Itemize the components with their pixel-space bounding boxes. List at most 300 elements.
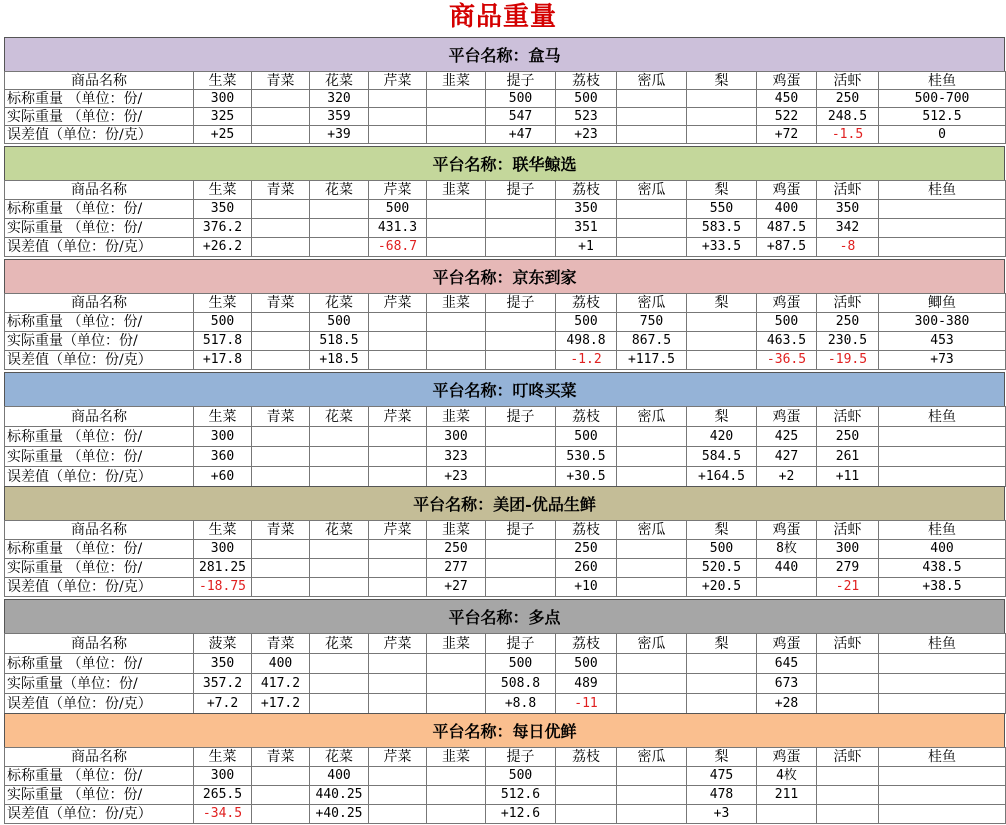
table-row xyxy=(5,427,1006,447)
column-header: 荔枝 xyxy=(556,181,617,200)
table-cell xyxy=(486,238,556,257)
table-cell: 750 xyxy=(617,313,687,332)
table-cell xyxy=(252,332,310,351)
table-cell: 500 xyxy=(687,540,757,559)
column-header: 生菜 xyxy=(194,72,252,90)
column-header: 芹菜 xyxy=(369,407,427,427)
column-header: 密瓜 xyxy=(617,72,687,90)
table-cell: 487.5 xyxy=(757,219,817,238)
table-cell: +27 xyxy=(427,578,486,597)
platform-block xyxy=(4,37,1005,146)
column-header: 荔枝 xyxy=(556,634,617,654)
table-cell: 584.5 xyxy=(687,447,757,467)
table-cell xyxy=(486,219,556,238)
table-cell: 440 xyxy=(757,559,817,578)
table-cell xyxy=(486,578,556,597)
table-row xyxy=(5,90,1006,108)
weights-table xyxy=(4,293,1006,370)
table-cell: +17.2 xyxy=(252,694,310,714)
column-header: 商品名称 xyxy=(5,407,194,427)
table-cell xyxy=(879,654,1006,674)
column-header: 鸡蛋 xyxy=(757,407,817,427)
table-cell: 425 xyxy=(757,427,817,447)
column-header: 青菜 xyxy=(252,294,310,313)
column-header: 花菜 xyxy=(310,72,369,90)
column-header: 活虾 xyxy=(817,181,879,200)
table-cell xyxy=(556,767,617,786)
header-row xyxy=(5,181,1006,200)
table-cell: 250 xyxy=(556,540,617,559)
table-cell xyxy=(369,467,427,487)
table-cell: 281.25 xyxy=(194,559,252,578)
table-cell: 478 xyxy=(687,786,757,805)
table-row xyxy=(5,219,1006,238)
table-cell xyxy=(252,559,310,578)
table-cell: -68.7 xyxy=(369,238,427,257)
column-header: 商品名称 xyxy=(5,294,194,313)
column-header: 花菜 xyxy=(310,407,369,427)
table-cell xyxy=(817,767,879,786)
table-cell: 417.2 xyxy=(252,674,310,694)
table-cell xyxy=(687,694,757,714)
table-cell: 376.2 xyxy=(194,219,252,238)
table-cell: 517.8 xyxy=(194,332,252,351)
table-cell xyxy=(687,351,757,370)
column-header: 青菜 xyxy=(252,181,310,200)
table-cell xyxy=(879,447,1006,467)
row-label: 标称重量 （单位：份/ xyxy=(5,313,194,332)
column-header: 芹菜 xyxy=(369,521,427,540)
table-cell: 300-380 xyxy=(879,313,1006,332)
table-cell xyxy=(369,694,427,714)
table-cell xyxy=(369,559,427,578)
platform-header: 平台名称：多点 xyxy=(4,599,1005,633)
table-cell xyxy=(369,674,427,694)
table-cell xyxy=(369,427,427,447)
column-header: 密瓜 xyxy=(617,748,687,767)
column-header: 韭菜 xyxy=(427,634,486,654)
table-cell xyxy=(617,467,687,487)
table-cell xyxy=(427,108,486,126)
column-header: 芹菜 xyxy=(369,181,427,200)
platform-block xyxy=(4,372,1005,486)
table-cell: +23 xyxy=(427,467,486,487)
table-cell xyxy=(427,786,486,805)
column-header: 梨 xyxy=(687,72,757,90)
column-header: 商品名称 xyxy=(5,181,194,200)
table-cell: -34.5 xyxy=(194,805,252,824)
column-header: 桂鱼 xyxy=(879,72,1006,90)
table-cell xyxy=(310,654,369,674)
table-cell: +12.6 xyxy=(486,805,556,824)
table-cell: 211 xyxy=(757,786,817,805)
row-label: 实际重量 （单位：份/ xyxy=(5,786,194,805)
table-cell: 489 xyxy=(556,674,617,694)
table-cell xyxy=(310,674,369,694)
table-cell xyxy=(486,313,556,332)
column-header: 密瓜 xyxy=(617,294,687,313)
column-header: 鸡蛋 xyxy=(757,521,817,540)
column-header: 菠菜 xyxy=(194,634,252,654)
platform-block xyxy=(4,713,1005,825)
column-header: 桂鱼 xyxy=(879,634,1006,654)
row-label: 实际重量（单位：份/ xyxy=(5,674,194,694)
table-cell xyxy=(310,427,369,447)
column-header: 荔枝 xyxy=(556,748,617,767)
table-cell: -36.5 xyxy=(757,351,817,370)
column-header: 提子 xyxy=(486,407,556,427)
table-cell xyxy=(617,767,687,786)
table-cell xyxy=(879,694,1006,714)
table-cell: 0 xyxy=(879,126,1006,144)
platform-block xyxy=(4,486,1005,599)
table-cell: 323 xyxy=(427,447,486,467)
row-label: 标称重量 （单位：份/ xyxy=(5,540,194,559)
table-cell xyxy=(687,674,757,694)
row-label: 实际重量 （单位：份/ xyxy=(5,447,194,467)
table-cell xyxy=(617,654,687,674)
table-cell xyxy=(310,559,369,578)
table-cell: 512.6 xyxy=(486,786,556,805)
column-header: 荔枝 xyxy=(556,294,617,313)
column-header: 鸡蛋 xyxy=(757,748,817,767)
column-header: 商品名称 xyxy=(5,634,194,654)
table-cell: 508.8 xyxy=(486,674,556,694)
table-cell xyxy=(687,90,757,108)
table-cell: 8枚 xyxy=(757,540,817,559)
table-cell xyxy=(310,578,369,597)
column-header: 提子 xyxy=(486,748,556,767)
table-cell: 300 xyxy=(194,90,252,108)
table-cell xyxy=(427,332,486,351)
table-cell: +40.25 xyxy=(310,805,369,824)
table-cell: -8 xyxy=(817,238,879,257)
row-label: 标称重量 （单位：份/ xyxy=(5,90,194,108)
table-cell: 673 xyxy=(757,674,817,694)
platform-header: 平台名称：联华鲸选 xyxy=(4,146,1005,180)
table-row xyxy=(5,540,1006,559)
table-cell xyxy=(617,126,687,144)
table-cell xyxy=(427,126,486,144)
table-cell: 453 xyxy=(879,332,1006,351)
column-header: 青菜 xyxy=(252,748,310,767)
column-header: 生菜 xyxy=(194,407,252,427)
column-header: 芹菜 xyxy=(369,634,427,654)
table-cell xyxy=(369,578,427,597)
table-cell xyxy=(486,332,556,351)
platform-header: 平台名称：每日优鲜 xyxy=(4,713,1005,747)
table-cell: 475 xyxy=(687,767,757,786)
table-cell: +25 xyxy=(194,126,252,144)
column-header: 芹菜 xyxy=(369,294,427,313)
table-cell xyxy=(252,90,310,108)
table-cell: -18.75 xyxy=(194,578,252,597)
table-cell xyxy=(427,351,486,370)
table-cell: 500 xyxy=(757,313,817,332)
table-cell xyxy=(879,467,1006,487)
column-header: 桂鱼 xyxy=(879,407,1006,427)
table-cell: 523 xyxy=(556,108,617,126)
table-row xyxy=(5,654,1006,674)
table-cell: 320 xyxy=(310,90,369,108)
table-row xyxy=(5,674,1006,694)
table-cell xyxy=(687,654,757,674)
table-cell: +33.5 xyxy=(687,238,757,257)
table-cell xyxy=(687,313,757,332)
table-cell xyxy=(879,427,1006,447)
table-cell xyxy=(252,108,310,126)
table-cell xyxy=(486,447,556,467)
table-cell: +20.5 xyxy=(687,578,757,597)
table-cell: 500-700 xyxy=(879,90,1006,108)
header-row xyxy=(5,521,1006,540)
table-cell: +38.5 xyxy=(879,578,1006,597)
table-cell: 250 xyxy=(817,313,879,332)
table-cell: 500 xyxy=(556,427,617,447)
row-label: 实际重量（单位：份/ xyxy=(5,332,194,351)
table-cell: +11 xyxy=(817,467,879,487)
table-cell: 530.5 xyxy=(556,447,617,467)
table-cell: 440.25 xyxy=(310,786,369,805)
row-label: 误差值（单位：份/克） xyxy=(5,694,194,714)
table-cell xyxy=(556,786,617,805)
table-cell: 279 xyxy=(817,559,879,578)
table-cell xyxy=(427,767,486,786)
header-row xyxy=(5,407,1006,427)
row-label: 误差值（单位：份/克） xyxy=(5,351,194,370)
table-cell: 867.5 xyxy=(617,332,687,351)
table-cell xyxy=(252,200,310,219)
table-cell: 500 xyxy=(556,90,617,108)
page-title: 商品重量 xyxy=(448,2,557,32)
column-header: 梨 xyxy=(687,521,757,540)
table-cell: 583.5 xyxy=(687,219,757,238)
table-cell xyxy=(252,467,310,487)
table-cell: 300 xyxy=(194,767,252,786)
table-cell: 500 xyxy=(556,654,617,674)
table-cell: 522 xyxy=(757,108,817,126)
column-header: 生菜 xyxy=(194,294,252,313)
column-header: 商品名称 xyxy=(5,748,194,767)
table-cell xyxy=(369,447,427,467)
table-cell: 261 xyxy=(817,447,879,467)
table-cell xyxy=(879,805,1006,824)
weights-table xyxy=(4,180,1006,257)
table-cell xyxy=(757,578,817,597)
row-label: 误差值（单位：份/克） xyxy=(5,238,194,257)
table-cell xyxy=(427,654,486,674)
table-cell: +23 xyxy=(556,126,617,144)
column-header: 鸡蛋 xyxy=(757,72,817,90)
table-cell: 500 xyxy=(194,313,252,332)
table-cell: +3 xyxy=(687,805,757,824)
table-cell xyxy=(617,540,687,559)
table-cell: 359 xyxy=(310,108,369,126)
table-cell xyxy=(757,805,817,824)
table-cell: 550 xyxy=(687,200,757,219)
table-cell: 500 xyxy=(486,767,556,786)
table-cell xyxy=(486,467,556,487)
table-cell xyxy=(310,219,369,238)
table-cell: -11 xyxy=(556,694,617,714)
table-cell: 400 xyxy=(310,767,369,786)
table-cell: +30.5 xyxy=(556,467,617,487)
column-header: 密瓜 xyxy=(617,634,687,654)
table-cell: 512.5 xyxy=(879,108,1006,126)
column-header: 生菜 xyxy=(194,521,252,540)
table-cell: +8.8 xyxy=(486,694,556,714)
row-label: 实际重量 （单位：份/ xyxy=(5,219,194,238)
table-cell xyxy=(617,427,687,447)
table-cell: 325 xyxy=(194,108,252,126)
table-cell: +47 xyxy=(486,126,556,144)
column-header: 提子 xyxy=(486,72,556,90)
table-cell xyxy=(817,805,879,824)
table-cell xyxy=(252,540,310,559)
column-header: 桂鱼 xyxy=(879,181,1006,200)
table-cell xyxy=(369,313,427,332)
table-cell xyxy=(879,238,1006,257)
row-label: 误差值（单位：份/克） xyxy=(5,805,194,824)
column-header: 密瓜 xyxy=(617,407,687,427)
column-header: 生菜 xyxy=(194,181,252,200)
row-label: 误差值（单位：份/克） xyxy=(5,578,194,597)
table-cell: +17.8 xyxy=(194,351,252,370)
table-cell: 260 xyxy=(556,559,617,578)
table-cell xyxy=(252,126,310,144)
table-cell: 350 xyxy=(194,200,252,219)
table-row xyxy=(5,578,1006,597)
table-cell: +73 xyxy=(879,351,1006,370)
table-cell: 342 xyxy=(817,219,879,238)
table-cell: 420 xyxy=(687,427,757,447)
table-cell xyxy=(369,540,427,559)
column-header: 荔枝 xyxy=(556,407,617,427)
table-cell: 498.8 xyxy=(556,332,617,351)
table-cell xyxy=(252,313,310,332)
table-cell xyxy=(486,540,556,559)
table-cell xyxy=(486,351,556,370)
column-header: 青菜 xyxy=(252,407,310,427)
table-cell: 427 xyxy=(757,447,817,467)
table-cell xyxy=(427,238,486,257)
table-cell xyxy=(879,767,1006,786)
table-cell xyxy=(252,447,310,467)
table-cell xyxy=(617,238,687,257)
table-cell xyxy=(427,219,486,238)
column-header: 芹菜 xyxy=(369,748,427,767)
table-cell xyxy=(369,786,427,805)
column-header: 提子 xyxy=(486,181,556,200)
column-header: 韭菜 xyxy=(427,748,486,767)
table-cell xyxy=(427,313,486,332)
table-cell xyxy=(687,126,757,144)
table-cell: -1.2 xyxy=(556,351,617,370)
table-cell: 250 xyxy=(817,90,879,108)
table-cell: 300 xyxy=(817,540,879,559)
table-cell xyxy=(369,90,427,108)
column-header: 商品名称 xyxy=(5,521,194,540)
row-label: 误差值（单位：份/克） xyxy=(5,467,194,487)
table-row xyxy=(5,767,1006,786)
table-cell xyxy=(369,332,427,351)
table-row xyxy=(5,313,1006,332)
table-cell: +72 xyxy=(757,126,817,144)
table-cell xyxy=(427,805,486,824)
column-header: 活虾 xyxy=(817,294,879,313)
table-cell xyxy=(252,351,310,370)
table-cell: +1 xyxy=(556,238,617,257)
column-header: 青菜 xyxy=(252,72,310,90)
table-cell xyxy=(486,559,556,578)
table-cell: 518.5 xyxy=(310,332,369,351)
table-cell xyxy=(369,767,427,786)
table-cell: 463.5 xyxy=(757,332,817,351)
weights-table xyxy=(4,633,1006,714)
header-row xyxy=(5,72,1006,90)
table-cell xyxy=(617,694,687,714)
table-row xyxy=(5,200,1006,219)
table-cell: +10 xyxy=(556,578,617,597)
table-cell xyxy=(310,447,369,467)
table-cell xyxy=(369,351,427,370)
table-cell: +7.2 xyxy=(194,694,252,714)
table-cell: 500 xyxy=(369,200,427,219)
table-cell: 500 xyxy=(310,313,369,332)
table-cell: 277 xyxy=(427,559,486,578)
column-header: 提子 xyxy=(486,634,556,654)
platform-header: 平台名称：京东到家 xyxy=(4,259,1005,293)
table-cell: 250 xyxy=(427,540,486,559)
column-header: 花菜 xyxy=(310,748,369,767)
column-header: 活虾 xyxy=(817,634,879,654)
weights-table xyxy=(4,71,1006,144)
table-row xyxy=(5,238,1006,257)
column-header: 花菜 xyxy=(310,294,369,313)
table-cell xyxy=(252,767,310,786)
table-cell: -1.5 xyxy=(817,126,879,144)
column-header: 韭菜 xyxy=(427,407,486,427)
table-cell: +39 xyxy=(310,126,369,144)
column-header: 密瓜 xyxy=(617,521,687,540)
table-row xyxy=(5,694,1006,714)
column-header: 梨 xyxy=(687,181,757,200)
column-header: 韭菜 xyxy=(427,72,486,90)
column-header: 活虾 xyxy=(817,748,879,767)
platform-header: 平台名称：叮咚买菜 xyxy=(4,372,1005,406)
table-cell xyxy=(252,238,310,257)
table-cell xyxy=(427,694,486,714)
table-cell: 431.3 xyxy=(369,219,427,238)
table-cell xyxy=(617,90,687,108)
table-cell xyxy=(427,200,486,219)
column-header: 荔枝 xyxy=(556,72,617,90)
table-cell: 360 xyxy=(194,447,252,467)
table-cell: +117.5 xyxy=(617,351,687,370)
table-cell xyxy=(486,427,556,447)
table-cell xyxy=(369,654,427,674)
table-cell: 520.5 xyxy=(687,559,757,578)
table-cell xyxy=(369,126,427,144)
table-cell xyxy=(310,540,369,559)
column-header: 活虾 xyxy=(817,407,879,427)
table-cell: 400 xyxy=(252,654,310,674)
column-header: 提子 xyxy=(486,521,556,540)
table-cell: 350 xyxy=(817,200,879,219)
table-cell xyxy=(310,238,369,257)
table-cell xyxy=(687,332,757,351)
table-cell xyxy=(310,467,369,487)
